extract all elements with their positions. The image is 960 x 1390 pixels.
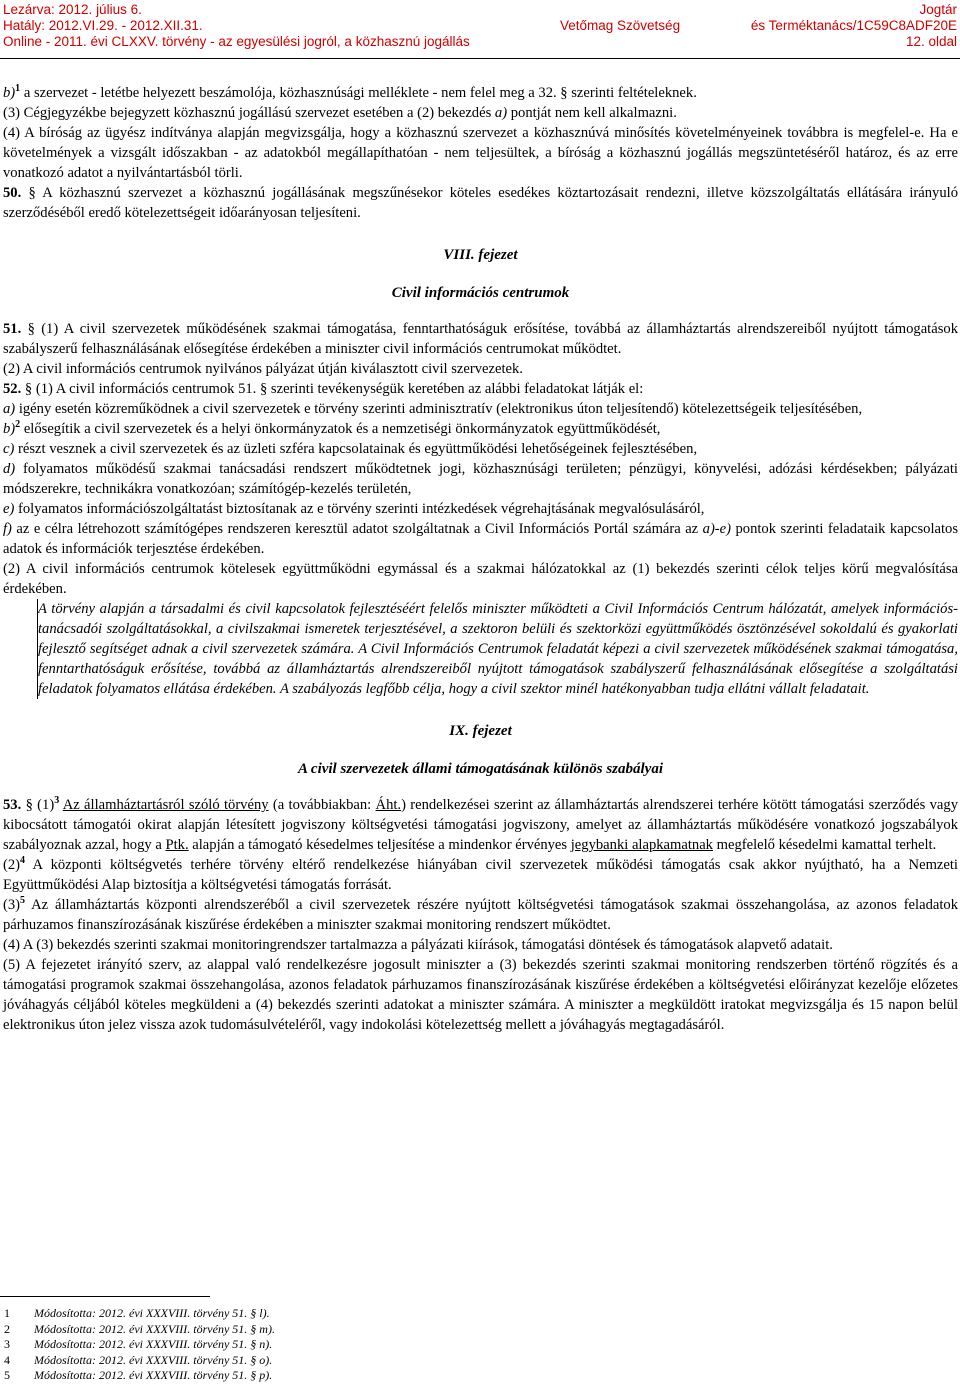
list-item: d) folyamatos működésű szakmai tanácsadási rendszert működtetnek jogi, közhasznúsági területen; pénzügyi, könyvelési, adózási kérdésekben; pályázati módszerekre, technikákra vonatkozóan; számítógép-kezelés területén, (3, 461, 958, 497)
footnote-ref[interactable]: 4 (20, 855, 26, 866)
footnote-ref[interactable]: 1 (15, 83, 21, 94)
header-organisation: Vetőmag Szövetség (560, 18, 681, 33)
law-link[interactable]: Ptk. (165, 837, 189, 853)
explanatory-note: A törvény alapján a társadalmi és civil kapcsolatok fejlesztéséért felelős miniszter működteti a Civil Információs Centrum hálózatát, amelyek információs-tanácsadói szolgáltatásokkal, a civilszakmai ismeretek terjesztésével, a szektoron belüli és szektorközi együttműködés ösztönzésével sokoldalú és gyakorlati fejlesztő segítséget adnak a civil szervezetek számára. A Civil Információs Centrumok feladatát képezi a civil szervezetek működésének szakmai támogatása, fenntarthatóságuk erősítése, továbbá az államháztartás alrendszereiből nyújtott támogatások szabályszerű felhasználásának elősegítése a szolgáltatási feladatok folyamatos ellátása érdekében. A szabályozás legfőbb célja, hogy a civil szektor minél hatékonyabban tudja ellátni vállalt feladatait. (38, 601, 958, 697)
paragraph: 51. § (1) A civil szervezetek működésének szakmai támogatása, fenntarthatóságuk erősítése, továbbá az államháztartás alrendszereiből nyújtott támogatások szabályszerű felhasználásának elősegítése érdekében a miniszter civil információs centrumokat működtet. (3, 321, 958, 357)
paragraph: (4) A (3) bekezdés szerinti szakmai monitoringrendszer tartalmazza a pályázati kiírások, támogatási döntések és támogatások alapvető adatait. (3, 937, 833, 953)
paragraph: 53. § $(1)^3$ Az államháztartásról szóló törvény (a továbbiakban: Áht.) rendelkezései szerint az államháztartás alrendszerei terhére kötött támogatási szerződés vagy kibocsátott támogatói okirat alapján létesített jogviszony költségvetési támogatási jogviszony, amelyet az államháztartás működésére vonatkozó jogszabályok szabályoznak azzal, hogy a Ptk. alapján a támogató késedelmes teljesítése a mindenkor érvényes jegybanki alapkamatnak megfelelő késedelmi kamattal terhelt. (3, 795, 958, 853)
chapter-title: VIII. fejezet (443, 247, 518, 263)
paragraph: $(2)^4$ A központi költségvetés terhére törvény eltérő rendelkezése hiányában civil szervezetek működési támogatás csak akkor nyújtható, ha a Nemzeti Együttműködési Alap biztosítja a költségvetési támogatás forrását. (3, 855, 958, 893)
footnote-divider (0, 1296, 210, 1297)
header-law-title: Online - 2011. évi CLXXV. törvény - az egyesülési jogról, a közhasznú jogállás (3, 34, 470, 49)
paragraph: (2) A civil információs centrumok nyilvános pályázat útján kiválasztott civil szervezetek. (3, 361, 523, 377)
chapter-subtitle: A civil szervezetek állami támogatásának különös szabályai (297, 761, 663, 777)
list-item: f) az e célra létrehozott számítógépes rendszeren keresztül adatot szolgáltatnak a Civil Információs Portál számára az a)-e) pontok szerinti feladataik kapcsolatos adatok és információk terjesztése érdekében. (3, 521, 959, 557)
header-divider (0, 58, 960, 59)
paragraph: b)$^1$ a szervezet - letétbe helyezett beszámolója, közhasznúsági melléklete - nem felel meg a 32. § szerinti feltételeknek. (3, 83, 697, 101)
page-header (0, 0, 960, 52)
footnote-ref[interactable]: 5 (20, 895, 26, 906)
list-item: e) folyamatos információszolgáltatást biztosítanak az e törvény szerinti intézkedések végrehajtásának megvalósulásáról, (3, 501, 705, 517)
footnote: 3 Módosította: 2012. évi XXXVIII. törvény 51. § n). (4, 1337, 273, 1351)
header-source: Jogtár (919, 2, 957, 17)
paragraph: (2) A civil információs centrumok kötelesek együttműködni egymással és a szakmai hálózatokkal az (1) bekezdés szerinti célok teljes körű megvalósítása érdekében. (3, 561, 958, 597)
footnote: 5 Módosította: 2012. évi XXXVIII. törvény 51. § p). (4, 1368, 273, 1382)
chapter-title: IX. fejezet (449, 723, 512, 739)
footnote: 2 Módosította: 2012. évi XXXVIII. törvény 51. § m). (4, 1321, 275, 1336)
paragraph: 50. § A közhasznú szervezet a közhasznú jogállásának megszűnésekor köteles esedékes köztartozásait rendezni, illetve közszolgáltatás ellátására irányuló szerződéséből eredő kötelezettségeit időarányosan teljesíteni. (3, 185, 958, 221)
footnote: 1 Módosította: 2012. évi XXXVIII. törvény 51. § l). (4, 1306, 270, 1320)
document-body (3, 83, 958, 1035)
law-link[interactable]: Áht. (375, 797, 402, 813)
chapter-subtitle: Civil információs centrumok (391, 285, 570, 301)
paragraph: (5) A fejezetet irányító szerv, az alappal való rendelkezésre jogosult miniszter a (3) bekezdés szerinti szakmai monitoring rendszerben történő rögzítés és a támogatási programok szakmai összehangolása, azonos feladatok párhuzamos finanszírozásának kiszűrése érdekében a költségvetési előirányzat kezelője előzetes jóváhagyás céljából köteles megküldeni a (4) bekezdés szerinti adatokat a miniszter számára. A miniszter a megküldött iratokat megvizsgálja és 15 napon belül elektronikus úton jelez vissza azok tudomásulvételéről, vagy indokolási kötelezettség mellett a jóváhagyás megtagadásáról. (3, 957, 958, 1033)
header-validity: Hatály: 2012.VI.29. - 2012.XII.31. (3, 18, 203, 33)
list-item: a) igény esetén közreműködnek a civil szervezetek e törvény szerinti adminisztratív (elektronikus úton teljesítendő) kötelezettségeik teljesítésében, (3, 401, 863, 417)
law-link[interactable]: jegybanki alapkamatnak (570, 837, 713, 853)
paragraph: (4) A bíróság az ügyész indítványa alapján megvizsgálja, hogy a közhasznú szervezet a közhasznúvá minősítés követelményeinek továbbra is megfelel-e. Ha e követelmények a vizsgált időszakban - az adatokból megállapíthatóan - nem teljesültek, a bíróság a közhasznú jogállás megszüntetéséről határoz, és az erre vonatkozó adatot a nyilvántartásból törli. (3, 125, 958, 181)
list-item: c) részt vesznek a civil szervezetek és az üzleti szféra kapcsolatainak és együttműködési lehetőségeinek fejlesztésében, (3, 441, 698, 457)
law-link[interactable]: Az államháztartásról szóló törvény (62, 797, 269, 813)
header-doc-id: és Terméktanács/1C59C8ADF20E (750, 18, 957, 33)
header-page-number: 12. oldal (905, 34, 957, 49)
footnote: 4 Módosította: 2012. évi XXXVIII. törvény 51. § o). (4, 1352, 273, 1367)
footnotes (4, 1306, 704, 1384)
paragraph: 52. § (1) A civil információs centrumok 51. § szerinti tevékenységük keretében az alábbi feladatokat látják el: (3, 381, 644, 397)
header-closed-date: Lezárva: 2012. július 6. (3, 2, 142, 17)
footnote-ref[interactable]: 2 (15, 419, 21, 430)
paragraph: (3) Cégjegyzékbe bejegyzett közhasznú jogállású szervezet esetében a (2) bekezdés a) pontját nem kell alkalmazni. (3, 105, 677, 121)
footnote-ref[interactable]: 3 (54, 795, 60, 806)
list-item: b)$^2$ elősegítik a civil szervezetek és a helyi önkormányzatok és a nemzetiségi önkormányzatok együttműködését, (3, 419, 661, 437)
paragraph: $(3)^5$ Az államháztartás központi alrendszeréből a civil szervezetek részére nyújtott költségvetési támogatások szakmai összehangolása, az azonos feladatok párhuzamos finanszírozásának kiszűrése érdekében a miniszter szakmai monitoring rendszert működtet. (3, 895, 958, 933)
